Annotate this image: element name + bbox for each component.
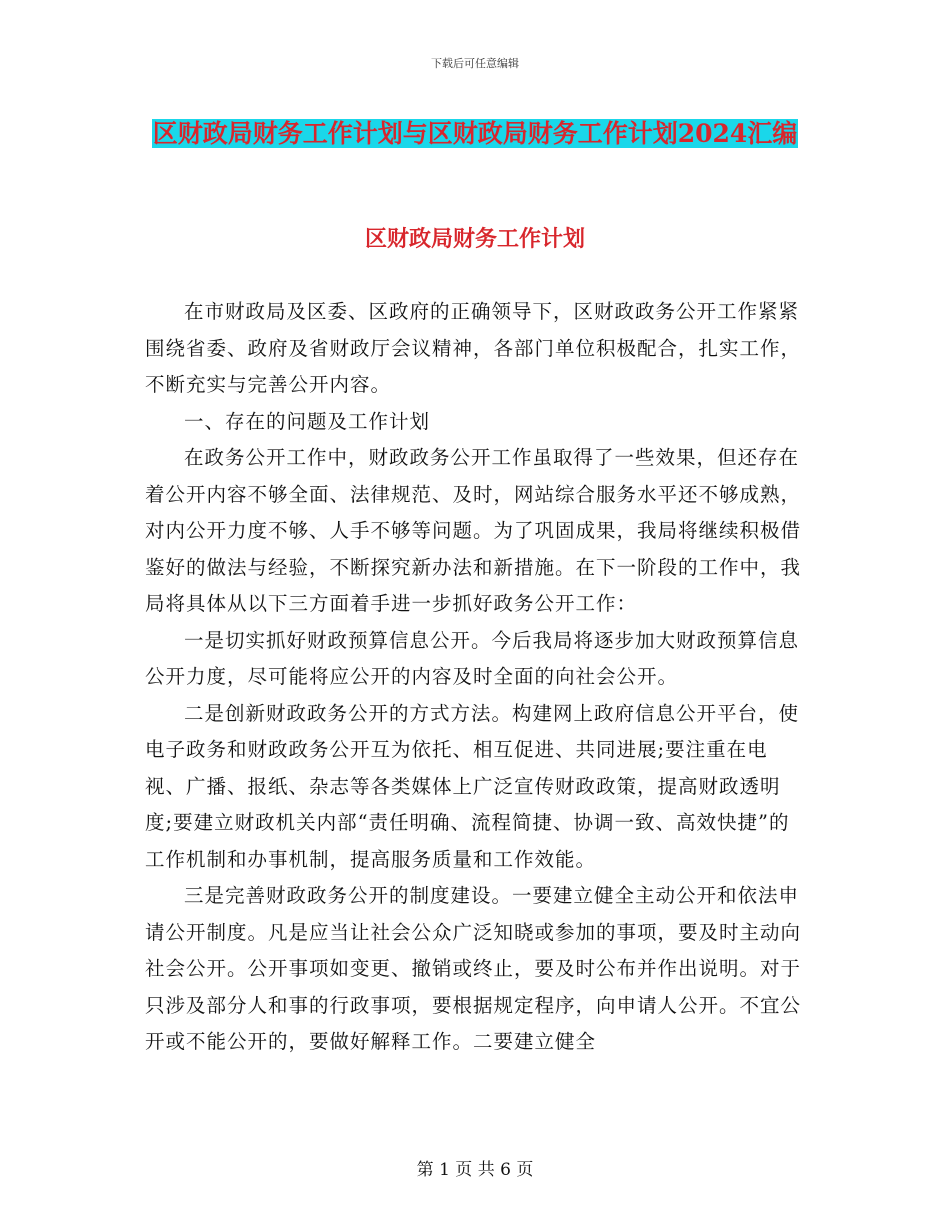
paragraph: 二是创新财政政务公开的方式方法。构建网上政府信息公开平台，使电子政务和财政政务公开互为依托、相互促进、共同进展;要注重在电视、广播、报纸、杂志等各类媒体上广泛宣传财政政策，提高财政透明度;要建立财政机关内部“责任明确、流程简捷、协调一致、高效快捷”的工作机制和办事机制，提高服务质量和工作效能。 xyxy=(145,701,800,871)
body-text xyxy=(145,294,805,1061)
page-header: 下载后可任意编辑 xyxy=(431,57,519,70)
title-highlight: 区财政局财务工作计划与区财政局财务工作计划2024汇编 xyxy=(152,119,798,148)
paragraph: 在政务公开工作中，财政政务公开工作虽取得了一些效果，但还存在着公开内容不够全面、法律规范、及时，网站综合服务水平还不够成熟，对内公开力度不够、人手不够等问题。为了巩固成果，我局将继续积极借鉴好的做法与经验，不断探究新办法和新措施。在下一阶段的工作中，我局将具体从以下三方面着手进一步抓好政务公开工作： xyxy=(145,446,802,615)
paragraph: 一、存在的问题及工作计划 xyxy=(184,409,431,433)
paragraph: 在市财政局及区委、区政府的正确领导下，区财政政务公开工作紧紧围绕省委、政府及省财政厅会议精神，各部门单位积极配合，扎实工作，不断充实与完善公开内容。 xyxy=(145,300,802,396)
section-title: 区财政局财务工作计划 xyxy=(364,226,585,252)
paragraph: 一是切实抓好财政预算信息公开。今后我局将逐步加大财政预算信息公开力度，尽可能将应公开的内容及时全面的向社会公开。 xyxy=(145,628,800,688)
document-title xyxy=(145,112,805,156)
paragraph: 三是完善财政政务公开的制度建设。一要建立健全主动公开和依法申请公开制度。凡是应当让社会公众广泛知晓或参加的事项，要及时主动向社会公开。公开事项如变更、撤销或终止，要及时公布并作出说明。对于只涉及部分人和事的行政事项，要根据规定程序，向申请人公开。不宜公开或不能公开的，要做好解释工作。二要建立健全 xyxy=(145,884,802,1053)
page-footer: 第 1 页 共 6 页 xyxy=(416,1160,534,1180)
